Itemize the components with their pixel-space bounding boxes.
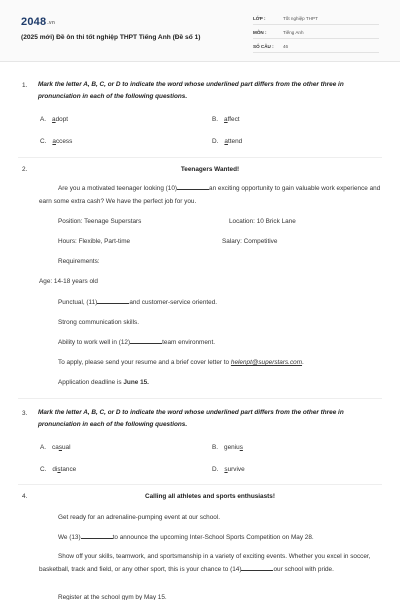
question-2-number: 2.: [22, 166, 28, 173]
question-divider: [18, 157, 382, 158]
option-letter: B.: [212, 444, 219, 451]
question-divider: [18, 484, 382, 485]
question-4-number: 4.: [22, 493, 28, 500]
page-title: (2025 mới) Đề ôn thi tốt nghiệp THPT Tiếng Anh (Đề số 1): [21, 34, 201, 41]
blank-13[interactable]: [81, 533, 113, 539]
requirement-age: Age: 14-18 years old: [39, 278, 98, 285]
question-3-option-c[interactable]: [40, 466, 76, 473]
brand-suffix: .vn: [47, 20, 56, 26]
email-link[interactable]: helenpt@superstars.com: [230, 359, 303, 366]
job-position: Position: Teenage Superstars: [58, 218, 142, 225]
meta-count-row: [253, 42, 379, 53]
option-text-post: tance: [60, 466, 77, 473]
brand-text: 2048: [21, 16, 47, 28]
option-text-post: urvive: [227, 466, 245, 473]
intro-text-a: Are you a motivated teenager looking (10): [58, 185, 178, 192]
option-underlined-part: s: [224, 466, 228, 473]
p2-text-a: We (13): [58, 534, 81, 541]
blank-14[interactable]: [241, 565, 273, 571]
p3-text-a: Show off your skills, teamwork, and sportsmanship in a variety of exciting events. Whether you excel in soccer, basketball, track and field, or any other sport, this is your chance to (14): [39, 553, 371, 573]
question-1-option-a[interactable]: [40, 116, 68, 123]
question-4-paragraph-1: Get ready for an adrenaline-pumping event at our school.: [58, 514, 220, 521]
job-salary: Salary: Competitive: [222, 238, 278, 245]
deadline-date: June 15.: [123, 379, 149, 386]
deadline-text: Application deadline is: [58, 379, 124, 386]
question-3-option-a[interactable]: [40, 444, 71, 451]
meta-class-label: LỚP :: [253, 16, 266, 21]
option-underlined-part: a: [52, 138, 56, 145]
question-3-number: 3.: [22, 410, 28, 417]
job-hours: Hours: Flexible, Part-time: [58, 238, 131, 245]
question-2-title: Teenagers Wanted!: [180, 166, 240, 173]
meta-subject-value: Tiếng Anh: [283, 30, 304, 35]
blank-10[interactable]: [177, 184, 209, 190]
option-letter: B.: [212, 116, 219, 123]
option-text-post: ccess: [55, 138, 73, 145]
option-letter: D.: [212, 466, 219, 473]
question-1-option-c[interactable]: [40, 138, 72, 145]
question-1-option-d[interactable]: [212, 138, 242, 145]
requirement-teamwork: [58, 337, 215, 350]
option-underlined-part: a: [224, 116, 228, 123]
meta-count-value: 46: [283, 44, 289, 49]
question-3-instruction: Mark the letter A, B, C, or D to indicate the word whose underlined part differs from the other three in pronunciation in each of the following questions.: [38, 409, 344, 428]
question-4-paragraph-3: [39, 551, 381, 576]
ability-text-b: team environment.: [162, 339, 216, 346]
site-logo[interactable]: [21, 16, 55, 28]
blank-12[interactable]: [130, 338, 162, 344]
question-1-number: 1.: [22, 82, 28, 89]
option-letter: A.: [40, 444, 47, 451]
option-text-post: ual: [62, 444, 71, 451]
option-underlined-part: a: [224, 138, 228, 145]
requirement-punctual: [58, 297, 217, 310]
question-divider: [18, 398, 382, 399]
job-location: Location: 10 Brick Lane: [229, 218, 296, 225]
apply-text: To apply, please send your resume and a brief cover letter to: [58, 359, 231, 366]
question-2-intro: [39, 183, 381, 208]
option-text-pre: di: [52, 466, 58, 473]
meta-class-value: Tốt nghiệp THPT: [283, 16, 318, 21]
option-text-pre: geniu: [224, 444, 240, 451]
meta-subject-row: [253, 28, 379, 39]
blank-11[interactable]: [97, 298, 129, 304]
option-text-post: ffect: [227, 116, 240, 123]
option-text-post: ttend: [227, 138, 243, 145]
question-3-option-d[interactable]: [212, 466, 245, 473]
requirement-communication: Strong communication skills.: [58, 319, 139, 326]
option-underlined-part: s: [57, 466, 61, 473]
ability-text-a: Ability to work well in (12): [58, 339, 131, 346]
application-deadline: [58, 377, 149, 390]
option-text-pre: ca: [52, 444, 59, 451]
option-letter: A.: [40, 116, 47, 123]
option-underlined-part: s: [239, 444, 243, 451]
option-underlined-part: a: [52, 116, 56, 123]
meta-subject-label: MÔN :: [253, 30, 267, 35]
p3-text-b: our school with pride.: [273, 565, 334, 573]
question-4-paragraph-2: [58, 532, 314, 545]
option-letter: C.: [40, 466, 47, 473]
question-4-paragraph-4: Register at the school gym by May 15.: [58, 594, 167, 600]
punctual-text-a: Punctual, (11): [58, 299, 98, 306]
option-letter: C.: [40, 138, 47, 145]
question-3-option-b[interactable]: [212, 444, 243, 451]
intro-text-b: an exciting opportunity to gain valuable work experience and earn some extra cash? We have the perfect job for you.: [39, 185, 381, 205]
punctual-text-b: and customer-service oriented.: [129, 299, 218, 306]
document-header: [0, 0, 400, 62]
question-1-instruction: Mark the letter A, B, C, or D to indicate the word whose underlined part differs from the other three in pronunciation in each of the following questions.: [38, 81, 344, 100]
option-text-post: dopt: [55, 116, 69, 123]
apply-text-end: .: [302, 359, 304, 366]
requirements-heading: Requirements:: [58, 258, 100, 265]
meta-class-row: [253, 14, 379, 25]
apply-instructions: [58, 357, 304, 370]
option-letter: D.: [212, 138, 219, 145]
option-underlined-part: s: [58, 444, 62, 451]
question-1-option-b[interactable]: [212, 116, 240, 123]
p2-text-b: to announce the upcoming Inter-School Sports Competition on May 28.: [112, 534, 314, 541]
meta-count-label: SỐ CÂU :: [253, 44, 274, 49]
question-4-title: Calling all athletes and sports enthusiasts!: [145, 493, 275, 500]
